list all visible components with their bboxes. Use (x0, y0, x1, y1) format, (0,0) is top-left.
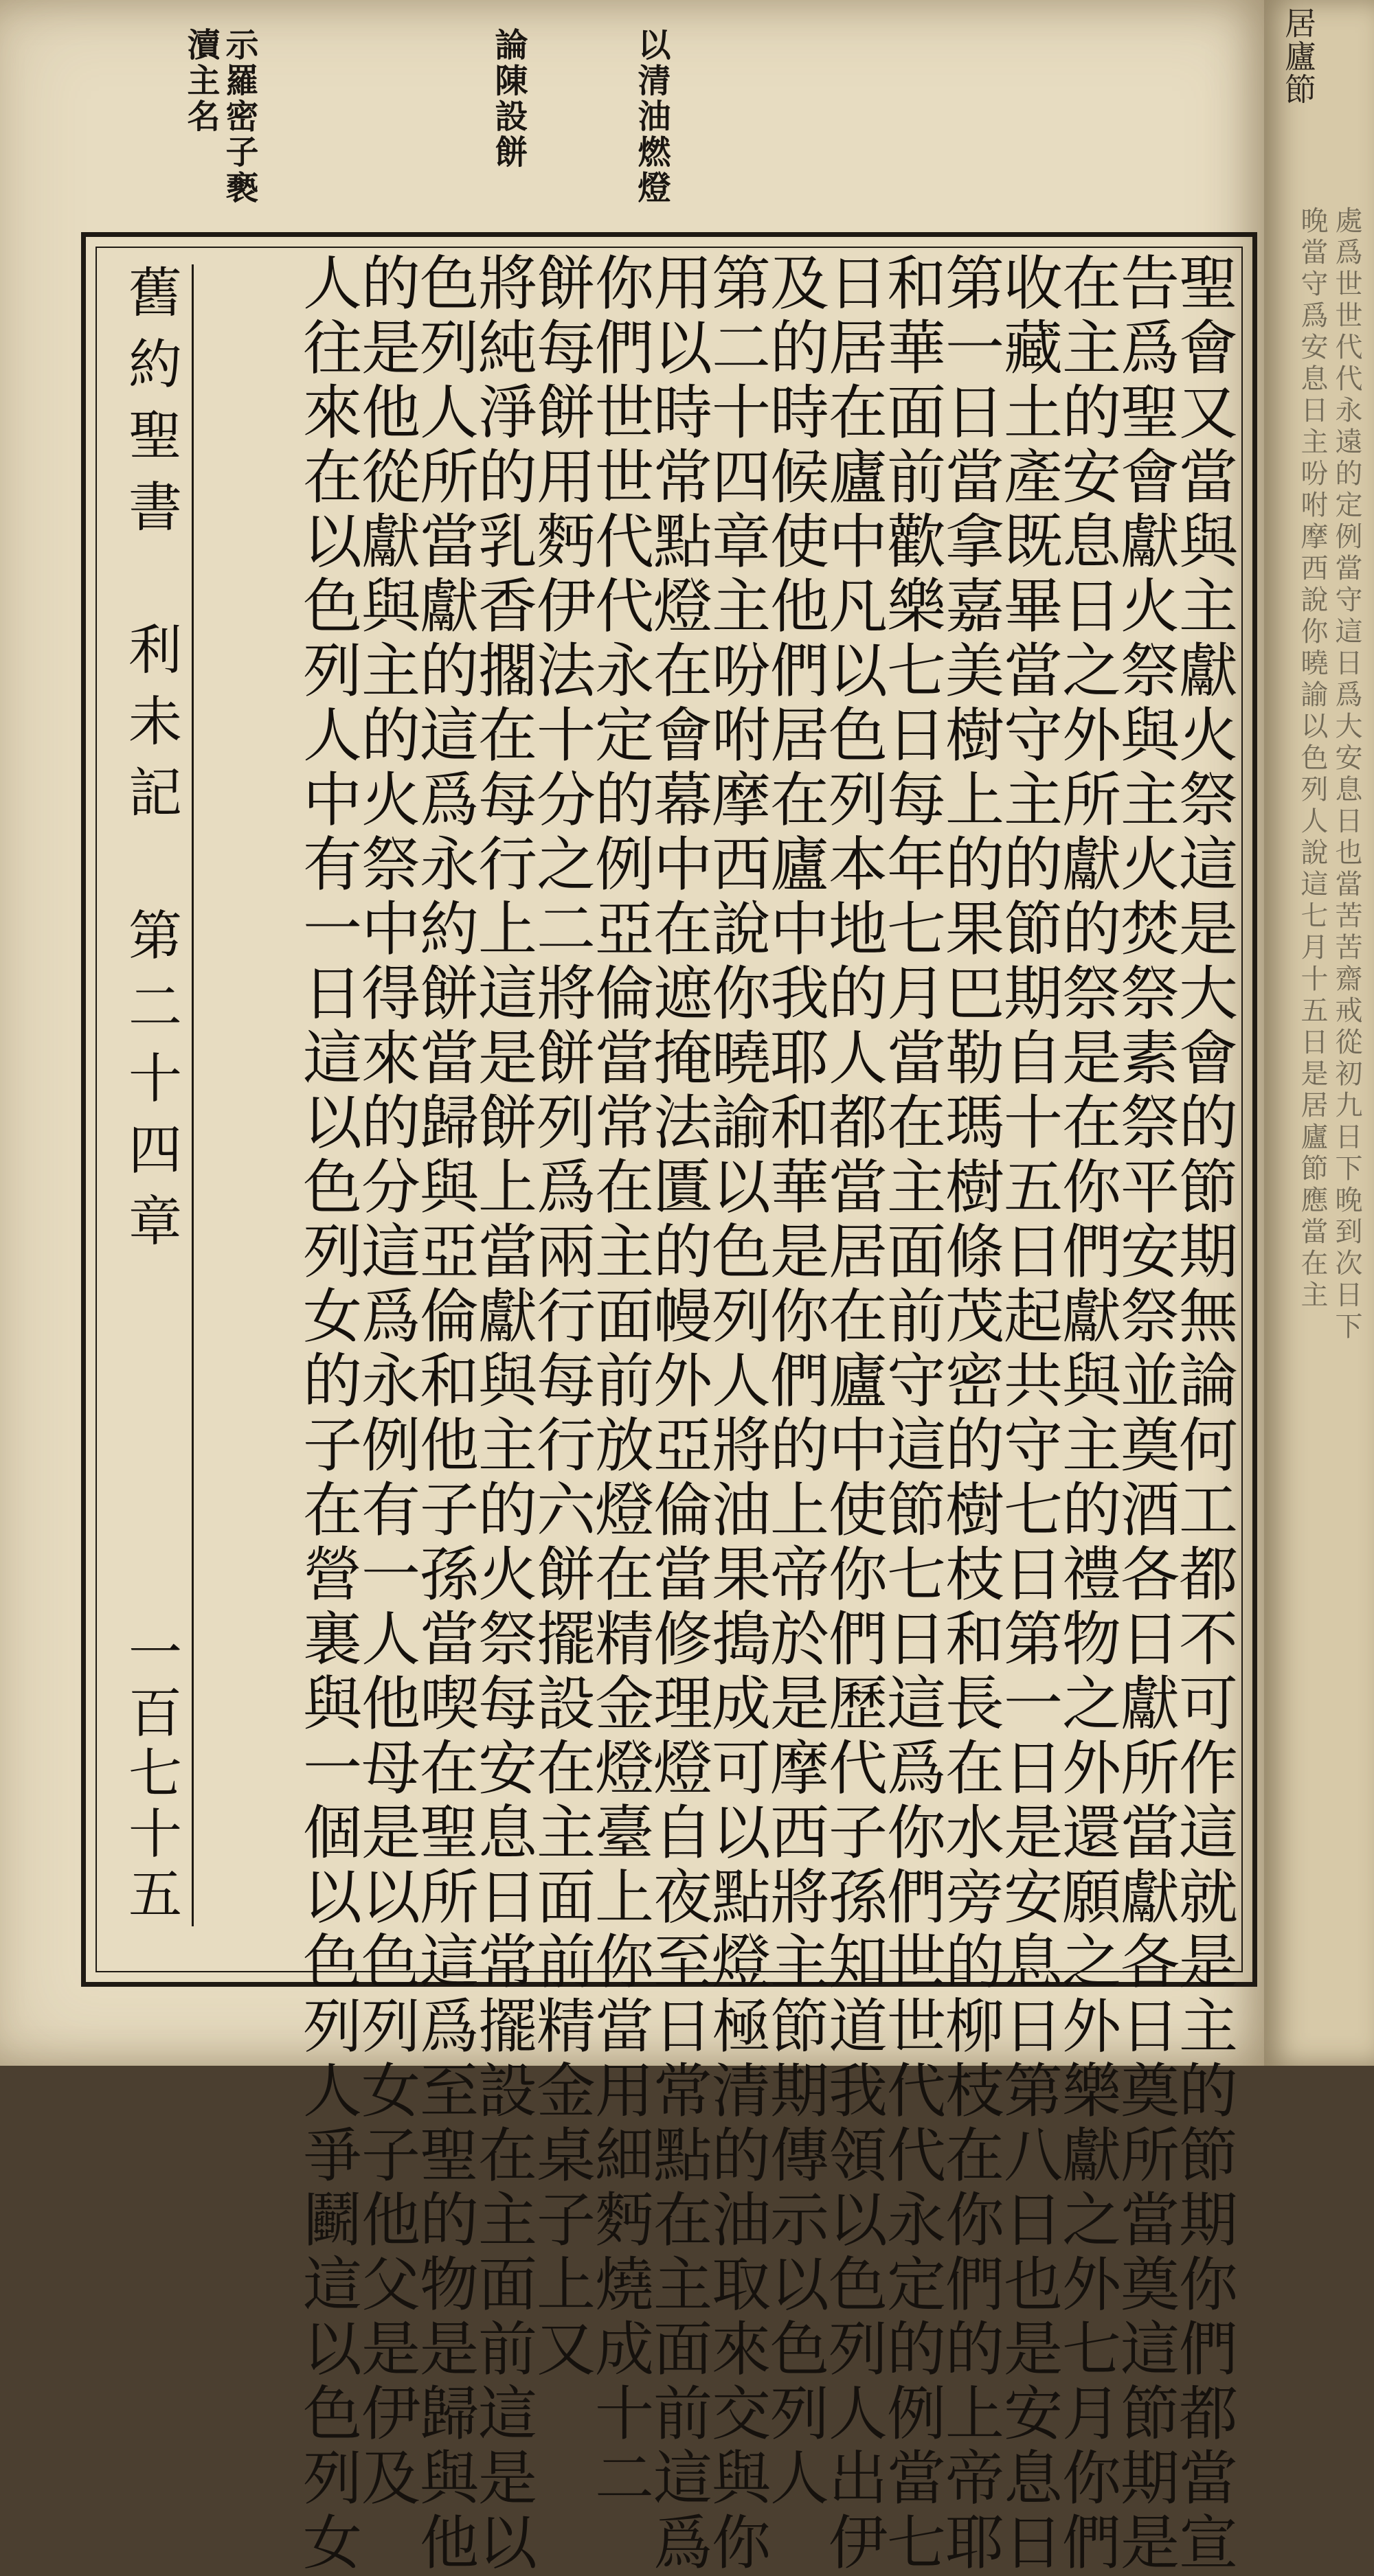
book-chapter-title: 舊約聖書 利未記 第二十四章 (120, 264, 181, 1264)
text-column: 及的時候使他們居在廬中我耶和華是你們的上帝於是摩西將主節期傳示以色列人 (760, 252, 829, 2511)
adjacent-page-edge (1264, 0, 1374, 2066)
text-column: 告爲聖會獻火祭與主火焚祭素祭平安祭並奠酒各日獻所當獻各日奠所當奠這節期是 (1110, 252, 1179, 2576)
text-column: 的是他從獻與主的火祭中得來的分這爲永例有一人他母是以色列女子他父是伊及 (351, 252, 420, 2511)
text-column: 你們世世代代永定的例亞倫當常在主面前放燈在精金燈臺上你當用細麪燒成十二 (585, 252, 653, 2511)
adjacent-text-column: 處爲世世代代永遠的定例當守這日爲大安息日也當苦苦齋戒從初九日下晚到次日下 (1331, 206, 1362, 1343)
text-column: 聖會又當與主獻火祭這是大會的節期無論何工都不可作這就是主的節期你們都當宣 (1169, 252, 1237, 2576)
margin-note-line: 示羅密子褻 (220, 27, 258, 206)
text-column: 收藏土產既畢當守主的節期自十五日起共守七日第一日是安息日第八日也是安息日 (993, 252, 1062, 2576)
page-number: 一百七十五 (120, 1624, 181, 1926)
margin-note-line: 論陳設餅 (489, 27, 528, 170)
text-column: 將純淨的乳香擱在每行上這是餅上當獻與主的火祭每安息日常擺設在主面前這是以 (468, 252, 537, 2576)
margin-note-lamp (632, 27, 671, 206)
text-column: 日居在廬中凡以色列本地的人都當居在廬中使你們歷代子孫知道我領以色列人出伊 (818, 252, 887, 2576)
text-column: 和華面前歡樂七日每年七月當在主面前守這節七日這爲你們世世代代永定的例當七 (877, 252, 945, 2576)
header-tag: 居廬節 (1280, 7, 1317, 106)
margin-note-line: 瀆主名 (181, 27, 220, 135)
text-column: 用以時常點燈在會幕中在遮掩法匱的幔外亞倫當修理燈自夜至日常點在主面前這爲 (643, 252, 712, 2576)
text-column: 第二十四章主吩咐摩西說你曉諭以色列人將油果搗成可以點燈極清的油取來交與你 (701, 252, 770, 2576)
text-frame (81, 232, 1257, 2576)
scripture-body (177, 252, 1237, 2576)
text-column: 在主的安息日之外所獻的祭是在你們獻與主的禮物之外還願之外樂獻之外七月你們 (1052, 252, 1120, 2576)
text-column: 色列人所當獻的這爲永約餅當歸與亞倫和他子孫當喫在聖所這爲至聖的物是歸與他 (409, 252, 478, 2576)
running-title-column (109, 264, 194, 1926)
text-column: 人往來在以色列人中有一日這以色列女的子在營裏與一個以色列人爭鬬這以色列女 (293, 252, 361, 2576)
margin-note-line: 以清油燃燈 (632, 27, 671, 206)
text-column: 餅每餅用麪伊法十分之二將餅列爲兩行每行六餅擺設在主面前精金桌子上又 (526, 252, 595, 2382)
text-column: 第一日當拿嘉美樹上的果巴勒瑪樹條茂密的樹枝和長在水旁的柳枝在你們的上帝耶 (935, 252, 1004, 2576)
margin-note-bread (489, 27, 528, 170)
adjacent-text-column: 晚當守爲安息日主吩咐摩西說你曉諭以色列人說這七月十五日是居廬節應當在主 (1296, 206, 1328, 1312)
margin-note-stoning (181, 27, 258, 206)
